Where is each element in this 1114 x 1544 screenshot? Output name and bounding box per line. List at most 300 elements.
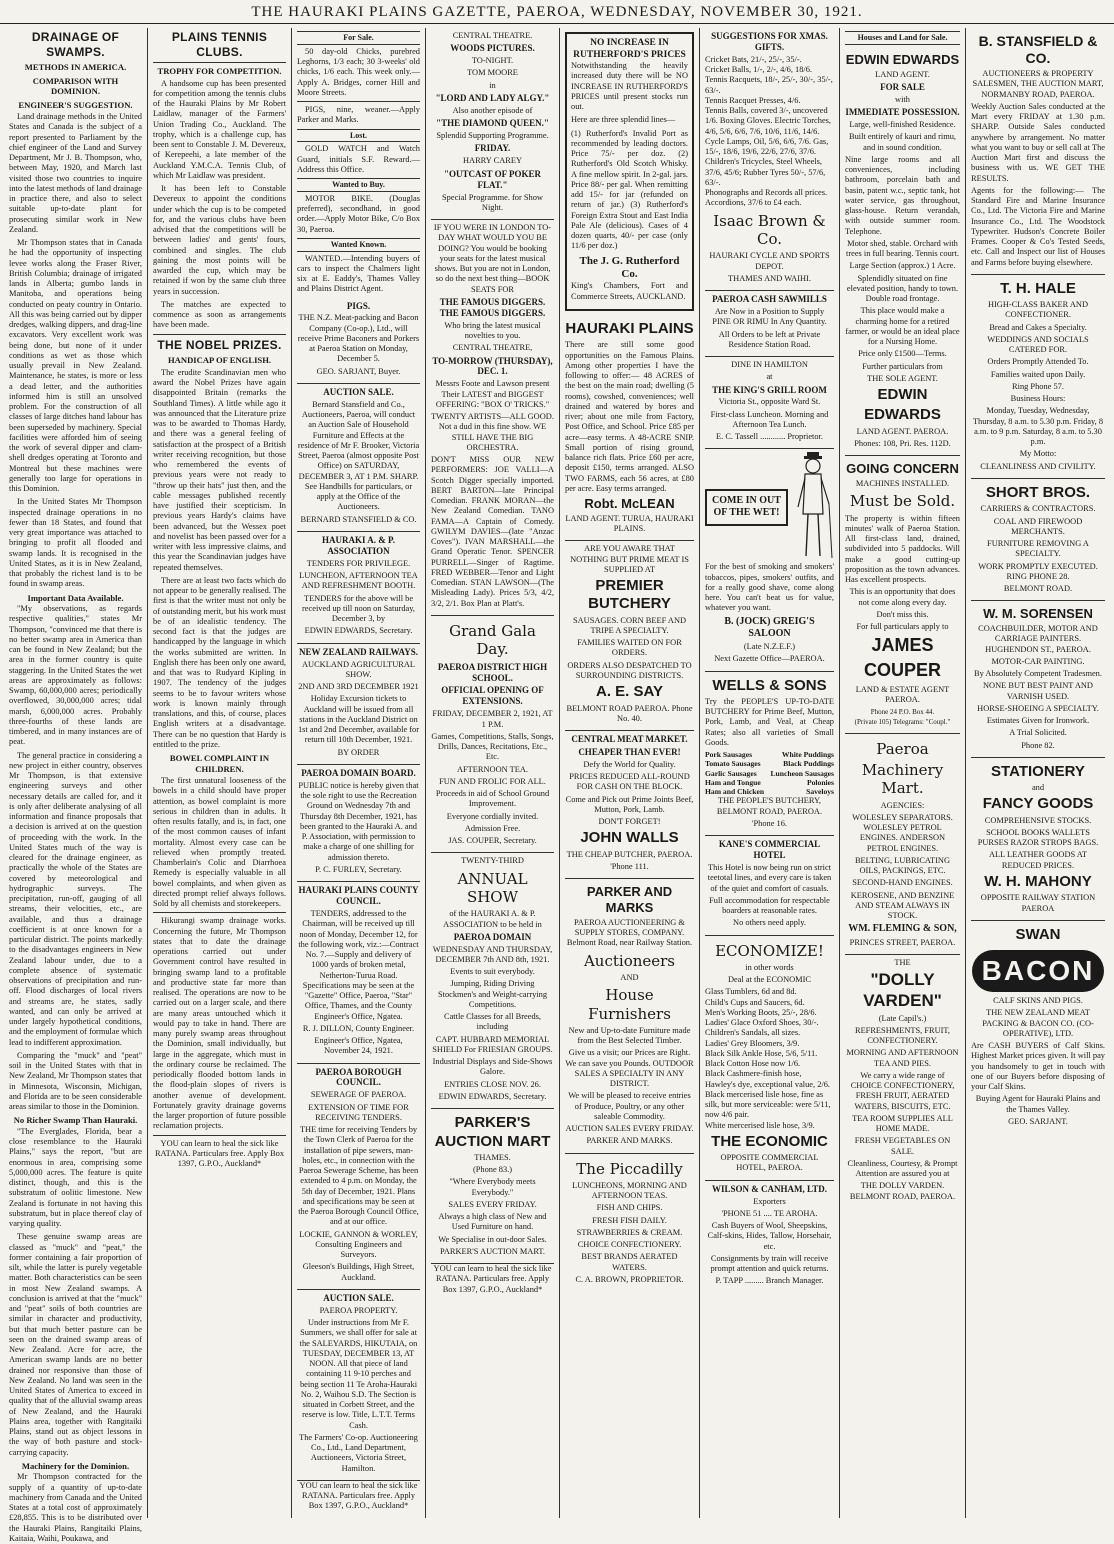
list-item: Cricket Balls, 1/-, 2/-, 4/6, 18/6. bbox=[705, 65, 813, 75]
ad-body: ORDERS ALSO DESPATCHED TO SURROUNDING DISTRICTS. bbox=[567, 660, 692, 680]
ad-title: ECONOMIZE! bbox=[715, 941, 824, 960]
ad-heading: PAEROA CASH SAWMILLS bbox=[712, 294, 827, 305]
ad-body: ENTRIES CLOSE NOV. 26. bbox=[444, 1079, 541, 1089]
ad-body: THE PEOPLE'S BUTCHERY, BELMONT ROAD, PAEROA. bbox=[716, 796, 823, 816]
ad-body: in other words bbox=[745, 962, 794, 972]
ad-body: MACHINES INSTALLED. bbox=[855, 479, 950, 488]
article-paragraph: Mr Thompson states that in Canada he had the opportunity of inspecting levee works along the Fraser River, British Columbia; drainage of irrigated lands in Alberta; gumbo lands in Manitoba, and operations being conducted on peaty country in Ontario. All this was being carried out by dipper dredges, walking dippers, and drag-line excavators. Very excellent work was being done, but none of it under conditions as wet as those which usually prevail in New Zealand. Maintenance, he states, is more or less a dead letter, and the authorities informed him is still an unsolved problem. For the construction of all classes of large ditches hand labour has been superseded by machinery. Special facilities were afforded him of seeing the work of several dipper and clam-shell dredges operating at Toronto and Montreal but these machines were generally too large for operations in this Dominion. bbox=[9, 238, 142, 494]
ad-body: The property is within fifteen minutes' walk of Paeroa Station. All first-class land, drained, subdivided into 5 paddocks. Will make a good cutting-up proposition as the town advances. Has excellent prospects. bbox=[845, 513, 960, 585]
table-row bbox=[705, 759, 834, 768]
section-heading: No Richer Swamp Than Hauraki. bbox=[13, 1115, 138, 1126]
ad-sawmills bbox=[705, 291, 834, 357]
ad-signature: PARKER AND MARKS. bbox=[586, 1136, 673, 1146]
ad-heading: HAURAKI PLAINS COUNTY COUNCIL. bbox=[298, 885, 419, 907]
list-item: Children's Tricycles, Steel Wheels, 37/6, 45/6; Rubber Tyres 50/-, 57/6, 63/-. bbox=[705, 157, 826, 187]
column-merchants bbox=[966, 28, 1110, 1518]
ad-annual-show bbox=[431, 853, 554, 1109]
ad-title: PREMIER BUTCHERY bbox=[588, 577, 671, 613]
ad-body: Admission Free. bbox=[464, 823, 521, 833]
ad-title: EDWIN EDWARDS bbox=[845, 51, 960, 67]
column-tennis-nobel bbox=[148, 28, 292, 1518]
ad-signature: BY ORDER bbox=[337, 747, 380, 757]
ad-heading: NO INCREASE IN RUTHERFORD'S PRICES bbox=[573, 38, 686, 60]
ad-heading: PAEROA BOROUGH COUNCIL. bbox=[315, 1066, 402, 1088]
ad-body: Monday, Tuesday, Wednesday, Thursday, 8 a.m. to 5.30 p.m. Friday, 8 a.m. to 9 p.m. Saturday, 8 a.m. to 5.30 p.m. bbox=[972, 406, 1104, 447]
article-paragraph: Land drainage methods in the United States and Canada is the subject of a report presented to Parliament by the chief engineer of the Land and Survey Department, Mr J. B. Thompson, who, between May, 1920, and March last visited those two countries to inquire into the latest methods of land drainage in practice there, and also to select suitable up-to-date plant for prosecuting similar work in New Zealand. bbox=[9, 112, 142, 234]
ad-body: Events to suit everybody. bbox=[450, 967, 535, 977]
ad-signature: PARKER'S AUCTION MART. bbox=[439, 1246, 545, 1256]
ad-body: Gleeson's Buildings, High Street, Auckland. bbox=[302, 1262, 415, 1282]
ad-title: GOING CONCERN bbox=[846, 461, 959, 477]
ad-body: Estimates Given for Ironwork. bbox=[986, 716, 1090, 726]
ad-body: "Where Everybody meets Everybody." bbox=[449, 1177, 536, 1197]
ad-heading: WOODS PICTURES. bbox=[450, 43, 535, 54]
ad-body: Families waited upon Daily. bbox=[990, 369, 1086, 379]
ad-short-bros bbox=[971, 479, 1105, 601]
ad-county-council bbox=[297, 882, 420, 1063]
table-row bbox=[705, 750, 834, 759]
ad-body: Exporters bbox=[753, 1196, 786, 1206]
ad-title: T. H. HALE bbox=[1000, 279, 1076, 297]
article-subhead: BOWEL COMPLAINT IN CHILDREN. bbox=[169, 753, 270, 774]
ad-pigs bbox=[297, 298, 420, 384]
list-item: Black Cotton Hose now 1/6. bbox=[705, 1059, 801, 1069]
ad-body: Orders Promptly Attended To. bbox=[987, 357, 1089, 367]
ad-auction-property bbox=[297, 1290, 420, 1481]
ad-economic bbox=[705, 936, 834, 1181]
ad-body: MOTOR-CAR PAINTING. bbox=[991, 656, 1085, 666]
ad-body: TOM MOORE bbox=[467, 68, 518, 78]
ad-body: BELMONT ROAD. bbox=[1003, 584, 1073, 593]
ad-body: Cleanliness, Courtesy, & Prompt Attention are assured you at bbox=[847, 1158, 958, 1179]
ad-body: AFTERNOON TEA. bbox=[456, 764, 529, 774]
table-cell: Ham and Chicken bbox=[705, 787, 765, 797]
ad-body: EXTENSION OF TIME FOR RECEIVING TENDERS. bbox=[308, 1102, 409, 1122]
column-houses-land bbox=[840, 28, 966, 1518]
ad-title: W. M. SORENSEN bbox=[983, 606, 1093, 622]
ad-body: Are CASH BUYERS of Calf Skins. Highest Market prices given. It will pay you handsomely to get in touch with one of our Buyers before disposing of your Calf Skins. bbox=[971, 1041, 1105, 1092]
ad-heading: WILSON & CANHAM, LTD. bbox=[712, 1183, 827, 1194]
table-cell: Tomato Sausages bbox=[705, 759, 761, 769]
table-cell: Pork Sausages bbox=[705, 750, 753, 760]
ad-kings-grill bbox=[705, 357, 834, 449]
ad-body: WEDNESDAY AND THURSDAY, DECEMBER 7th AND 8th, 1921. bbox=[432, 944, 553, 964]
column-classifieds bbox=[292, 28, 426, 1518]
article-paragraph: "The Everglades, Florida, bear a close resemblance to the Hauraki Plains," says the report, "but are enormous in area, comprising some 5,000,000 acres. The feature is quite distinct, though, and this is the substratum of oolitic limestone. New Zealand is fortunate in not having this substratum, but in place thereof clay of varying quality. bbox=[9, 1126, 142, 1229]
column-theatre bbox=[426, 28, 560, 1518]
ad-body: COAL AND FIREWOOD MERCHANTS. bbox=[993, 516, 1083, 536]
ad-body: Everyone cordially invited. bbox=[446, 811, 539, 821]
gentleman-illustration-icon bbox=[792, 452, 834, 562]
classified-heading: Houses and Land for Sale. bbox=[845, 31, 960, 45]
ad-heading: AUCTION SALE. bbox=[323, 386, 394, 397]
ad-body: There are still some good opportunities on the Famous Plains. Among other properties I have the following to offer:— 48 ACRES of the best on the main road; dwelling (5 rooms), cowshed, conveniences; well drained and watered by bores and river; about one mile from Factory, Post Office, and School. Price £85 per acre—easy terms. A 48-ACRE SNIP. Small portion of rising ground, balance rich flats. Price £60 per acre, deposit £150, terms arranged. ALSO TWO FARMS, each 56 acres, at £80 per acre. Easy terms arranged. bbox=[565, 340, 694, 493]
ad-greig-saloon bbox=[705, 449, 834, 671]
ad-heading: HAURAKI A. & P. ASSOCIATION bbox=[322, 534, 395, 556]
article-subhead: ENGINEER'S SUGGESTION. bbox=[18, 99, 133, 110]
article-paragraph: In the United States Mr Thompson inspected drainage operations in no fewer than 18 States, and found that very great importance was attached to bringing to profit all flooded and swamp lands. It is recognised in the United States, as it is in New Zealand, that probably the richest land is to be found in swamp areas. bbox=[9, 497, 142, 589]
ad-heading: PAEROA DISTRICT HIGH SCHOOL. bbox=[437, 661, 548, 683]
ad-body: Don't miss this. bbox=[876, 609, 929, 619]
ad-body: Ring Phone 57. bbox=[1012, 381, 1064, 391]
ad-heading: FRIDAY. bbox=[474, 143, 511, 154]
ad-body: NONE BUT BEST PAINT AND VARNISH USED. bbox=[983, 681, 1093, 701]
goods-table bbox=[705, 750, 834, 796]
ad-piccadilly bbox=[565, 1154, 694, 1292]
ad-heading: OFFICIAL OPENING OF EXTENSIONS. bbox=[441, 685, 544, 707]
ad-body: LAND AGENT. TURUA, HAURAKI PLAINS. bbox=[565, 513, 694, 534]
ad-body: at bbox=[766, 372, 773, 382]
article-paragraph: It has been left to Constable Devereux to appoint the conditions under which the cup is to be competed for, and the various clubs have been advised that the competitions will be between ladies' and gents' fours, combined and singles. The club gaining the most points will be awarded the cup, which may be retained if won by the same club three years in succession. bbox=[153, 184, 286, 296]
divider bbox=[153, 912, 286, 913]
ad-body: We carry a wide range of CHOICE CONFECTIONERY, FRESH FRUIT, AERATED WATERS, BISCUITS, ETC. bbox=[850, 1070, 955, 1111]
ad-body: AUCTIONEERS & PROPERTY SALESMEN, THE AUCTION MART, NORMANBY ROAD, PAEROA. bbox=[972, 69, 1104, 99]
article-paragraph: "My observations, as regards respective qualities," states Mr Thompson, "convinced me that there is no better swamp area in America than can be found in New Zealand; but the area in the former country is quite staggering. In the United States the wet areas are approximately as follows: Swamp, 60,000,000 acres; periodically overflowed, 30,000,000 acres; tidal marsh, 6,000,000 acres. Probably three-fourths of these lands are timbered, and in many instances are of peat. bbox=[9, 604, 142, 747]
table-row bbox=[705, 778, 834, 787]
column-drainage bbox=[4, 28, 148, 1543]
article-subhead: TROPHY FOR COMPETITION. bbox=[157, 66, 282, 77]
ad-title: Must be Sold. bbox=[849, 492, 956, 511]
ad-body: Phones: 108, Pri. Res. 112D. bbox=[854, 438, 951, 448]
ad-body: BEST BRANDS AERATED WATERS. bbox=[581, 1252, 678, 1272]
ad-body: THE SOLE AGENT. bbox=[867, 373, 938, 383]
ad-stansfield bbox=[971, 28, 1105, 275]
ad-body: Under instructions from Mr F. Summers, we shall offer for sale at the SALEYARDS, HIKUTAIA, on TUESDAY, DECEMBER 13, AT NOON. All that piece of land containing 11 9-10 perches and being section 11 Te Aroha-Hauraki No. 2, Waihou S.D. The Section is situated in Corbett Street, and the reserve is low. Title, L.T.T. Terms Cash. bbox=[299, 1318, 418, 1430]
ad-signature: P. C. FURLEY, Secretary. bbox=[315, 864, 402, 874]
ad-signature: EDWIN EDWARDS, Secretary. bbox=[438, 1091, 547, 1101]
ad-body: New and Up-to-date Furniture made from the Best Selected Timber. bbox=[568, 1025, 691, 1046]
table-cell: Polonies bbox=[806, 777, 834, 787]
ad-hauraki-tenders bbox=[297, 532, 420, 644]
ad-body: CENTRAL THEATRE. bbox=[452, 31, 533, 40]
divider bbox=[297, 101, 420, 102]
ratana-ad: YOU can learn to heal the sick like RATANA. Particulars free. Apply Box 1397, G.P.O., Auckland* bbox=[433, 1264, 552, 1294]
table-cell: Luncheon Sausages bbox=[770, 768, 834, 778]
ad-wells-sons bbox=[705, 672, 834, 837]
ad-body: in bbox=[489, 80, 496, 90]
ad-body: Try the PEOPLE'S UP-TO-DATE BUTCHERY for Prime Beef, Mutton, Pork, Lamb, and Veal, at Cheap Rates; also all varieties of Small Goods. bbox=[705, 696, 834, 747]
article-title-nobel: THE NOBEL PRIZES. bbox=[157, 337, 282, 352]
ad-body: Holiday Excursion tickets to Auckland will be issued from all stations in the Auckland District on 1st and 2nd December, available for return till 10th December, 1921. bbox=[297, 694, 420, 745]
article-paragraph: A handsome cup has been presented for competition among the tennis clubs of the Hauraki Plains by Mr Robert Laidlaw, manager of the Farmers' Union Trading Co., Auckland. The trophy, which is a challenge cup, has been sent to Constable J. M. Devereux, of Kerepeehi, a late member of the Auckland Y.M.C.A. Tennis Club, of which Mr Laidlaw was president. bbox=[153, 78, 286, 180]
ad-heading: THE FAMOUS DIGGERS. THE FAMOUS DIGGERS. bbox=[439, 296, 546, 318]
ad-body: (1) Rutherford's Invalid Port as recommended by leading doctors. Price 75/- per doz. (2) Rutherford's Old Scotch Whisky. A fine mellow spirit. In 2-gal. jars. Price 88/- per gal. When remitting add 15/- for jar (refunded on return of jar.) (3) Rutherford's Foreign Extra Stout and East India Pale Ale (delicious). Cases of 4 dozen quarts, 40/- per case (only 11/6 per doz.) bbox=[571, 128, 688, 251]
article-paragraph: These genuine swamp areas are classed as "muck" and "peat," the former containing a fair proportion of silt, while the latter is purely vegetable matter. Both characteristics can be seen in most New Zealand swamps. A conclusion is arrived at that the "muck" and "peat" soils of both countries are similar in character and productivity, but that much better pasture can be seen on the drained swamp areas of New Zealand. Acre for acre, the American swamp lands are no better drained nor responsive than those of New Zealand. No land was seen in the United States of America to exceed in quality that of the alluvial swamp areas of New Zealand, and the Hauraki Plains area, together with Rangitaiki Plains, stand out as object lessons in the way of both pasture and stock-carrying capacity. bbox=[9, 1232, 142, 1457]
ad-auction bbox=[297, 384, 420, 532]
ad-body: TWENTY-THIRD bbox=[461, 856, 524, 866]
ad-body: TENDERS, addressed to the Chairman, will be received up till noon of Monday, December 12, for the following work, viz.:—Contract No. 7.—Supply and delivery of 1000 yards of broken metal, Netherton-Turua Road. Specifications may be seen at the "Gazette" Office, Paeroa, "Star" Office, Thames, and the County Engineer's Office, Ngatea. bbox=[298, 909, 419, 1021]
ad-body: THE CHEAP BUTCHER, PAEROA. bbox=[566, 849, 693, 859]
ad-body: HARRY CAREY bbox=[462, 156, 523, 166]
ad-body: Always a high class of New and Used Furniture on hand. bbox=[438, 1212, 547, 1232]
ad-machinery-mart bbox=[845, 734, 960, 955]
column-xmas-gifts bbox=[700, 28, 840, 1518]
article-title-drainage: DRAINAGE OF SWAMPS. bbox=[31, 30, 120, 59]
ad-body: THAMES. bbox=[474, 1152, 511, 1162]
ad-body: STRAWBERRIES & CREAM. bbox=[576, 1227, 683, 1237]
list-item: Black mercerised lisle hose, fine as silk, but more serviceable: were 5/11, now 4/6 pair. bbox=[705, 1089, 831, 1120]
table-cell: White Puddings bbox=[781, 750, 834, 760]
ad-heading: SUGGESTIONS FOR XMAS. GIFTS. bbox=[711, 31, 828, 52]
ad-title: House Furnishers bbox=[588, 986, 671, 1023]
ad-heading: IMMEDIATE POSSESSION. bbox=[845, 107, 960, 118]
ad-body: We will be pleased to receive entries of Produce, Poultry, or any other saleable Commodity. bbox=[568, 1091, 691, 1121]
article-subhead: COMPARISON WITH DOMINION. bbox=[32, 75, 119, 97]
column-rutherford bbox=[560, 28, 700, 1518]
ad-body: AGENCIES: bbox=[880, 800, 925, 810]
ad-body: Splendidly situated on fine elevated position, handy to town. Double road frontage. bbox=[846, 273, 959, 304]
ad-premier-butchery bbox=[565, 541, 694, 731]
article-paragraph: The erudite Scandinavian men who award the Nobel Prizes have again disappointed Britain (remarks the Southland Times). A little while ago it was announced that the Literature prize was to be awarded to Thomas Hardy, and there was a general feeling of satisfaction at the prospect of a British writer receiving recognition, but those who remembered the events of previous years were not ready to "throw up their hats" just then, and the cable messages published recently have justified their scepticism. In previous years Hardy's claims have been advanced, but the Wessex poet and novelist has been passed over for a writer with less impressive claims, and this year the Scandinavian judges have repeated themselves. bbox=[153, 367, 286, 572]
ad-body: OPPOSITE RAILWAY STATION PAEROA bbox=[980, 893, 1096, 913]
ad-body: WORK PROMPTLY EXECUTED. RING PHONE 28. bbox=[978, 561, 1098, 581]
ad-body: Consignments by train will receive prompt attention and quick returns. bbox=[710, 1253, 829, 1274]
ad-body: COACHBUILDER, MOTOR AND CARRIAGE PAINTERS. HUGHENDON ST., PAEROA. bbox=[978, 624, 1098, 654]
ad-kanes-hotel bbox=[705, 836, 834, 935]
ad-body: THE NEW ZEALAND MEAT PACKING & BACON CO. (CO-OPERATIVE), LTD. bbox=[982, 1008, 1094, 1038]
ad-body: No others need apply. bbox=[733, 918, 806, 928]
ad-signature: P. TAPP ......... Branch Manager. bbox=[715, 1276, 824, 1286]
ad-body: HIGH-CLASS BAKER AND CONFECTIONER. bbox=[987, 300, 1089, 320]
ad-body: REFRESHMENTS, FRUIT, CONFECTIONERY. bbox=[854, 1025, 950, 1046]
ad-body: WOLESLEY SEPARATORS. WOLESLEY PETROL ENGINES. ANDERSON PETROL ENGINES. bbox=[852, 812, 953, 853]
ad-sorensen bbox=[971, 601, 1105, 758]
ad-body: For the best of smoking and smokers' tobaccos, pipes, smokers' outfits, and for a really good shave, come along here. You can't beat us for value, whatever you want. bbox=[705, 562, 834, 613]
ad-signature: E. C. Tassell ............ Proprietor. bbox=[716, 432, 823, 442]
ad-heading: FOR SALE bbox=[880, 81, 925, 92]
ad-title: B. STANSFIELD & CO. bbox=[978, 33, 1098, 67]
ad-title: JAMES bbox=[871, 635, 934, 656]
masthead: THE HAURAKI PLAINS GAZETTE, PAEROA, WEDNESDAY, NOVEMBER 30, 1921. bbox=[0, 4, 1114, 24]
ad-body: Bernard Stansfield and Co., Auctioneers, Paeroa, will conduct an Auction Sale of Household Furniture and Effects at the residence of Mr F. Brooker, Victoria Street, Paeroa (almost opposite Post Office) on SATURDAY, DECEMBER 3, AT 1 P.M. SHARP. See Handbills for particulars, or apply at the Office of the Auctioneers. bbox=[297, 399, 420, 512]
table-cell: Saveloys bbox=[806, 787, 834, 797]
film-title: "LORD AND LADY ALGY." bbox=[435, 92, 550, 103]
ad-body: TEA ROOM SUPPLIES ALL HOME MADE. bbox=[852, 1113, 953, 1134]
ad-going-concern bbox=[845, 456, 960, 734]
ad-title: STATIONERY bbox=[991, 762, 1085, 780]
ad-body: Motor shed, stable. Orchard with trees in full bearing. Tennis court. bbox=[846, 238, 959, 259]
ad-body: Industrial Displays and Side-Shows Galore. bbox=[432, 1057, 553, 1077]
ad-body: PAEROA AUCTIONEERING & SUPPLY STORES, COMPANY. Belmont Road, near Railway Station. bbox=[566, 917, 693, 948]
ad-body: (Phone 83.) bbox=[472, 1165, 513, 1175]
ad-signature: THE DOLLY VARDEN. BELMONT ROAD, PAEROA. bbox=[849, 1181, 956, 1201]
list-item: Men's Working Boots, 25/-, 28/6. bbox=[705, 1007, 817, 1017]
ad-body: AND bbox=[620, 973, 639, 983]
ad-body: CENTRAL THEATRE, bbox=[452, 343, 533, 353]
ad-body: of the HAURAKI A. & P. ASSOCIATION to be held in bbox=[443, 909, 542, 929]
article-paragraph: Mr Thompson contracted for the supply of a quantity of up-to-date machinery from Canada and the United States at a total cost of approximately £28,855. This is to be distributed over the Hauraki Plains, Rangitaiki Plains, Kaitaia, Waihi, Poukawa, and bbox=[9, 1472, 142, 1543]
ad-body: OPPOSITE COMMERCIAL HOTEL, PAEROA. bbox=[720, 1153, 819, 1173]
ad-diggers bbox=[431, 220, 554, 616]
page-columns bbox=[4, 28, 1110, 1543]
ad-body: LUNCHEON, AFTERNOON TEA AND REFRESHMENT BOOTH. bbox=[299, 571, 418, 591]
ad-body: PAEROA PROPERTY. bbox=[319, 1305, 398, 1315]
table-cell: Garlic Sausages bbox=[705, 768, 757, 778]
article-title-tennis: PLAINS TENNIS CLUBS. bbox=[171, 30, 268, 59]
ad-body: SAUSAGES. CORN BEEF AND TRIPE A SPECIALTY. bbox=[572, 615, 687, 635]
ad-signature: GEO. SARJANT, Buyer. bbox=[316, 366, 401, 376]
divider bbox=[153, 334, 286, 335]
ad-body: THE time for receiving Tenders by the Town Clerk of Paeroa for the installation of pipe sewers, man-holes, etc., in connection with the Paeroa Sewerage Scheme, has been extended to 4 p.m. on Monday, the 5th day of December, 1921. Plans and specifications may be seen at the Paeroa Borough Council Office, and at our office. bbox=[298, 1125, 419, 1227]
ad-borough-council bbox=[297, 1064, 420, 1290]
ad-signature: LOCKIE, GANNON & WORLEY, Consulting Engineers and Surveyors. bbox=[299, 1229, 418, 1260]
ad-signature: The Farmers' Co-op. Auctioneering Co., Ltd., Land Department, Auctioneers, Victoria Street, Hamilton. bbox=[299, 1432, 418, 1473]
ad-body: This Hotel is now being run on strict teetotal lines, and every care is taken of the quiet and comfort of casuals. bbox=[707, 863, 832, 893]
ad-body: Cattle Classes for all Breeds, including bbox=[444, 1012, 541, 1032]
ad-body: BELMONT ROAD PAEROA. Phone No. 40. bbox=[566, 703, 693, 723]
ad-body: Weekly Auction Sales conducted at the Mart every FRIDAY at 1.30 p.m. SHARP. Outside Sales conducted anywhere by arrangement. No matter what you want to buy or sell call at The Auction Mart first and discuss the business with us. WE GET THE RESULTS. bbox=[971, 101, 1105, 183]
ad-body: PRINCES STREET, PAEROA. bbox=[849, 937, 956, 947]
ad-edwin-edwards-residence bbox=[845, 47, 960, 456]
ad-body: LAND & ESTATE AGENT PAEROA. bbox=[855, 685, 950, 705]
ad-body: FRESH FISH DAILY. bbox=[592, 1215, 667, 1225]
ad-signature: JAS. COUPER, Secretary. bbox=[448, 836, 537, 846]
gift-list bbox=[705, 55, 834, 209]
saloon-illustration-row bbox=[705, 452, 834, 562]
ad-title: A. E. SAY bbox=[596, 683, 663, 701]
ad-body: Are Now in a Position to Supply PINE OR RIMU In Any Quantity. bbox=[712, 307, 827, 327]
ad-title: WM. FLEMING & SON, bbox=[848, 923, 957, 935]
ad-body: (Late Capil's.) bbox=[878, 1013, 927, 1023]
ad-body: Give us a visit; our Prices are Right. We can save you Pounds. OUTDOOR SALES A SPECIALTY IN ANY DISTRICT. bbox=[565, 1048, 694, 1089]
ad-body: My Motto: bbox=[1019, 449, 1057, 459]
list-item: Glass Tumblers, 6d and 8d. bbox=[705, 987, 797, 997]
ad-body: Full accommodation for respectable boarders at reasonable rates. bbox=[709, 895, 830, 916]
classified-heading: For Sale. bbox=[297, 31, 420, 45]
list-item: Cricket Bats, 21/-, 25/-, 35/-. bbox=[705, 54, 802, 64]
ad-body: Defy the World for Quality. bbox=[583, 759, 676, 769]
classified-watch: GOLD WATCH and Watch Guard, initials S.F. Reward.—Address this Office. bbox=[297, 144, 420, 174]
ad-body: SEWERAGE OF PAEROA. bbox=[310, 1090, 407, 1100]
ad-body: First-class Luncheon. Morning and Afternoon Tea Lunch. bbox=[710, 409, 829, 429]
ad-title: Isaac Brown & Co. bbox=[713, 211, 826, 248]
section-heading: Machinery for the Dominion. bbox=[21, 1460, 130, 1471]
ad-body: THE bbox=[894, 957, 911, 967]
ad-title: Machinery Mart. bbox=[861, 761, 944, 798]
classified-chicks: 50 day-old Chicks, purebred Leghorns, 1/3 each; 30 3-weeks' old chicks, 1/6 each. This week only.—Apply A. Bridges, corner Hill and Moore Streets. bbox=[297, 46, 420, 97]
ad-title: HAURAKI PLAINS bbox=[565, 319, 694, 337]
ad-body: WEDDINGS AND SOCIALS CATERED FOR. bbox=[987, 334, 1089, 355]
ad-body: Price only £1500—Terms. bbox=[858, 349, 947, 359]
ad-body: LUNCHEONS, MORNING AND AFTERNOON TEAS. bbox=[572, 1180, 687, 1201]
article-subhead: METHODS IN AMERICA. bbox=[24, 62, 127, 73]
ad-body: SCHOOL BOOKS WALLETS PURSES RAZOR STROPS BAGS. bbox=[977, 827, 1099, 848]
ad-title: Paeroa bbox=[876, 739, 929, 758]
ratana-ad: YOU can learn to heal the sick like RATANA. Particulars free. Apply Box 1397, G.P.O., Auckland* bbox=[154, 1138, 285, 1169]
ad-body: Phone 24 P.O. Box 44. bbox=[870, 707, 935, 716]
ad-body: All Orders to be left at Private Residence Station Road. bbox=[718, 329, 821, 349]
ad-title: Robt. McLEAN bbox=[584, 496, 675, 512]
ad-body: CALF SKINS AND PIGS. bbox=[993, 996, 1083, 1006]
ad-title: B. (JOCK) GREIG'S SALOON bbox=[724, 615, 815, 639]
ad-title: Grand Gala Day. bbox=[449, 621, 536, 659]
ad-heading: KANE'S COMMERCIAL HOTEL bbox=[718, 839, 821, 861]
classified-motor: MOTOR BIKE. (Douglas preferred), secondhand, in good order.—Apply Motor Bike, C/o Box 30, Paeroa. bbox=[297, 193, 420, 234]
ad-body: (Private 105) Telegrams: "Coupl." bbox=[854, 718, 951, 727]
ad-rutherford bbox=[565, 32, 694, 311]
list-item: Black Cashmere-finish hose, Hawley's dye, exceptional value, 2/6. bbox=[705, 1069, 830, 1089]
ad-body: Buying Agent for Hauraki Plains and the Thames Valley. bbox=[975, 1094, 1101, 1114]
ad-signature: R. J. DILLON, County Engineer. bbox=[302, 1023, 415, 1033]
ad-domain-board bbox=[297, 765, 420, 882]
ad-title: PARKER AND MARKS bbox=[586, 884, 673, 916]
ad-heading: PAEROA DOMAIN BOARD. bbox=[301, 767, 416, 778]
ad-body: PRICES REDUCED ALL-ROUND FOR CASH ON THE BLOCK. bbox=[569, 772, 690, 792]
economic-price-list bbox=[705, 987, 834, 1131]
list-item: Accordions, 37/6 to £4 each. bbox=[705, 198, 802, 208]
ad-body: ARE YOU AWARE THAT NOTHING BUT PRIME MEAT IS SUPPLIED AT bbox=[570, 544, 689, 574]
classified-intending: WANTED.—Intending buyers of cars to inspect the Chalmers light six at E. Eaddy's, Thames Valley and Plains District Agent. bbox=[297, 253, 420, 294]
list-item: Tennis Balls, covered 3/-, uncovered 1/6. Boxing Gloves. Electric Torches, 4/6, 5/6, 6/6, 7/6, 10/6, 11/6, 14/6. bbox=[705, 106, 832, 136]
ad-body: King's Chambers, Fort and Commerce Streets, AUCKLAND. bbox=[571, 281, 688, 301]
article-paragraph: The matches are expected to commence as soon as arrangements have been made. bbox=[153, 299, 286, 330]
ad-heading: CHEAPER THAN EVER! bbox=[578, 746, 681, 757]
ad-body: We Specialise in out-door Sales. bbox=[438, 1234, 547, 1244]
ad-heading: COME IN OUT OF THE WET! bbox=[705, 489, 788, 525]
ad-body: Agents for the following:— The Standard Fire and Marine Insurance Co., Ltd. The Victoria Fire and Marine Insurance Co., Ltd. The Woodstock Typewriter. Hudson's Concrete Boiler Frames. Cooper & Co's Tested Seeds, etc. Call and Inspect our list of Houses and Farms before buying elsewhere. bbox=[971, 185, 1105, 267]
ad-railways bbox=[297, 644, 420, 765]
table-row bbox=[705, 787, 834, 796]
bacon-pig-logo-icon: BACON bbox=[972, 950, 1105, 992]
table-row bbox=[705, 769, 834, 778]
ad-parker-marks bbox=[565, 879, 694, 1153]
ad-signature: C. A. BROWN, PROPRIETOR. bbox=[575, 1274, 684, 1284]
ad-dolly-varden bbox=[845, 955, 960, 1208]
ad-body: COMPREHENSIVE STOCKS. bbox=[984, 815, 1092, 825]
ad-body: HAURAKI CYCLE AND SPORTS DEPOT. bbox=[709, 251, 830, 271]
ad-body: FUN AND FROLIC FOR ALL. bbox=[439, 776, 546, 786]
ad-body: Next Gazette Office—PAEROA. bbox=[714, 654, 825, 664]
ad-body: PUBLIC notice is hereby given that the sole right to use the Recreation Ground on Wednesday 7th and Thursday 8th December, 1921, has been granted to the Hauraki A. and P. Association, with permission to make a charge of one shilling for admission thereto. bbox=[298, 780, 419, 862]
list-item: Cycle Lamps, Oil, 5/6, 6/6, 7/6. Gas, 15/-, 18/6, 19/6, 22/6, 27/6, 37/6. bbox=[705, 136, 829, 157]
ad-title: EDWIN bbox=[877, 386, 928, 404]
divider bbox=[153, 1135, 286, 1136]
ad-body: Proceeds in aid of School Ground Improvement. bbox=[435, 789, 550, 809]
ad-body: Engineer's Office, Ngatea, November 24, 1921. bbox=[314, 1036, 403, 1056]
film-title: "THE DIAMOND QUEEN." bbox=[436, 118, 549, 129]
ad-title: THE ECONOMIC bbox=[711, 1132, 828, 1150]
ad-central-meat bbox=[565, 731, 694, 879]
film-title: "OUTCAST OF POKER FLAT." bbox=[443, 168, 541, 190]
ad-body: Jumping, Riding Driving Stockmen's and Weight-carrying Competitions. bbox=[437, 979, 548, 1009]
ad-body: Deal at the ECONOMIC bbox=[727, 975, 812, 985]
ad-body: Further particulars from bbox=[862, 361, 943, 371]
ad-signature: EDWIN EDWARDS, Secretary. bbox=[304, 626, 413, 636]
ad-body: Large Section (approx.) 1 Acre. bbox=[849, 261, 956, 271]
ad-parkers-mart bbox=[431, 1109, 554, 1264]
ad-wilson-canham bbox=[705, 1181, 834, 1293]
ad-title: JOHN WALLS bbox=[580, 829, 679, 847]
list-item: Ladies' Grey Bloomers, 3/9. bbox=[705, 1038, 800, 1048]
ad-body: Built entirely of kauri and rimu, and in sound condition. bbox=[849, 132, 956, 152]
ad-body: SALES EVERY FRIDAY. bbox=[448, 1199, 537, 1209]
ad-cast-list: DON'T MISS OUR NEW PERFORMERS: JOE VALLI—A Scotch Digger specially imported. BERT BARTON—late Principal Comedian. FRANK MORAN—the New Zealand Comedian. TANO FAMA—A Captain of Comedy. GWILYM DAVIES—(late "Anzac Coves"). IVAN MARSHALL—the Grand Operatic Tenor. SPENCER PURRELL—Singer of Ragtime. FRED WEBBER—Tenor and Light Comedian. STAN LAWSON—(The Misleading Lady). Prices 5/3, 4/2, 3/2, 2/1. Box Plan at Platt's. bbox=[431, 455, 554, 608]
ad-body: TWENTY ARTISTS—ALL GOOD. Not a dud in this fine show. WE STILL HAVE THE BIG ORCHESTRA. bbox=[431, 412, 554, 452]
ad-heading: TO-MORROW (THURSDAY), DEC. 1. bbox=[432, 355, 553, 377]
ad-body: ALL LEATHER GOODS AT REDUCED PRICES. bbox=[988, 850, 1088, 870]
ad-body: TENDERS FOR PRIVILEGE. bbox=[306, 558, 411, 568]
article-paragraph: The first unnatural looseness of the bowels in a child should have proper attention, as bowel complaint is more serious in children than in adults. It often results fatally, and is, in fact, one of the most common causes of infant mortality. Almost every case can be relieved when promptly treated. Chamberlain's Colic and Diarrhoea Remedy is especially valuable in all bowel complaints, and when given as directed prompt relief always follows. Sold by all chemists and storekeepers. bbox=[153, 776, 286, 909]
ad-body: Games, Competitions, Stalls, Songs, Drills, Dances, Recitations, Etc., Etc. bbox=[431, 731, 554, 762]
ratana-ad: YOU can learn to heal the sick like RATANA. Particulars free. Apply Box 1397, G.P.O., Auckland* bbox=[299, 1480, 418, 1511]
ad-body: CLEANLINESS AND CIVILITY. bbox=[980, 461, 1096, 471]
ad-woods-pictures bbox=[431, 28, 554, 220]
ad-body: This is an opportunity that does not come along every day. bbox=[849, 587, 956, 607]
ad-title: PARKER'S AUCTION MART bbox=[434, 1114, 551, 1150]
list-item: Ladies' Glace Oxford Shoes, 30/-. bbox=[705, 1018, 819, 1028]
ad-body: Messrs Foote and Lawson present Their LATEST and BIGGEST OFFERING: "BOX O' TRICKS." bbox=[435, 379, 550, 409]
ad-body: Cash Buyers of Wool, Sheepskins, Calf-skins, Hides, Tallow, Horsehair, etc. bbox=[707, 1221, 832, 1251]
